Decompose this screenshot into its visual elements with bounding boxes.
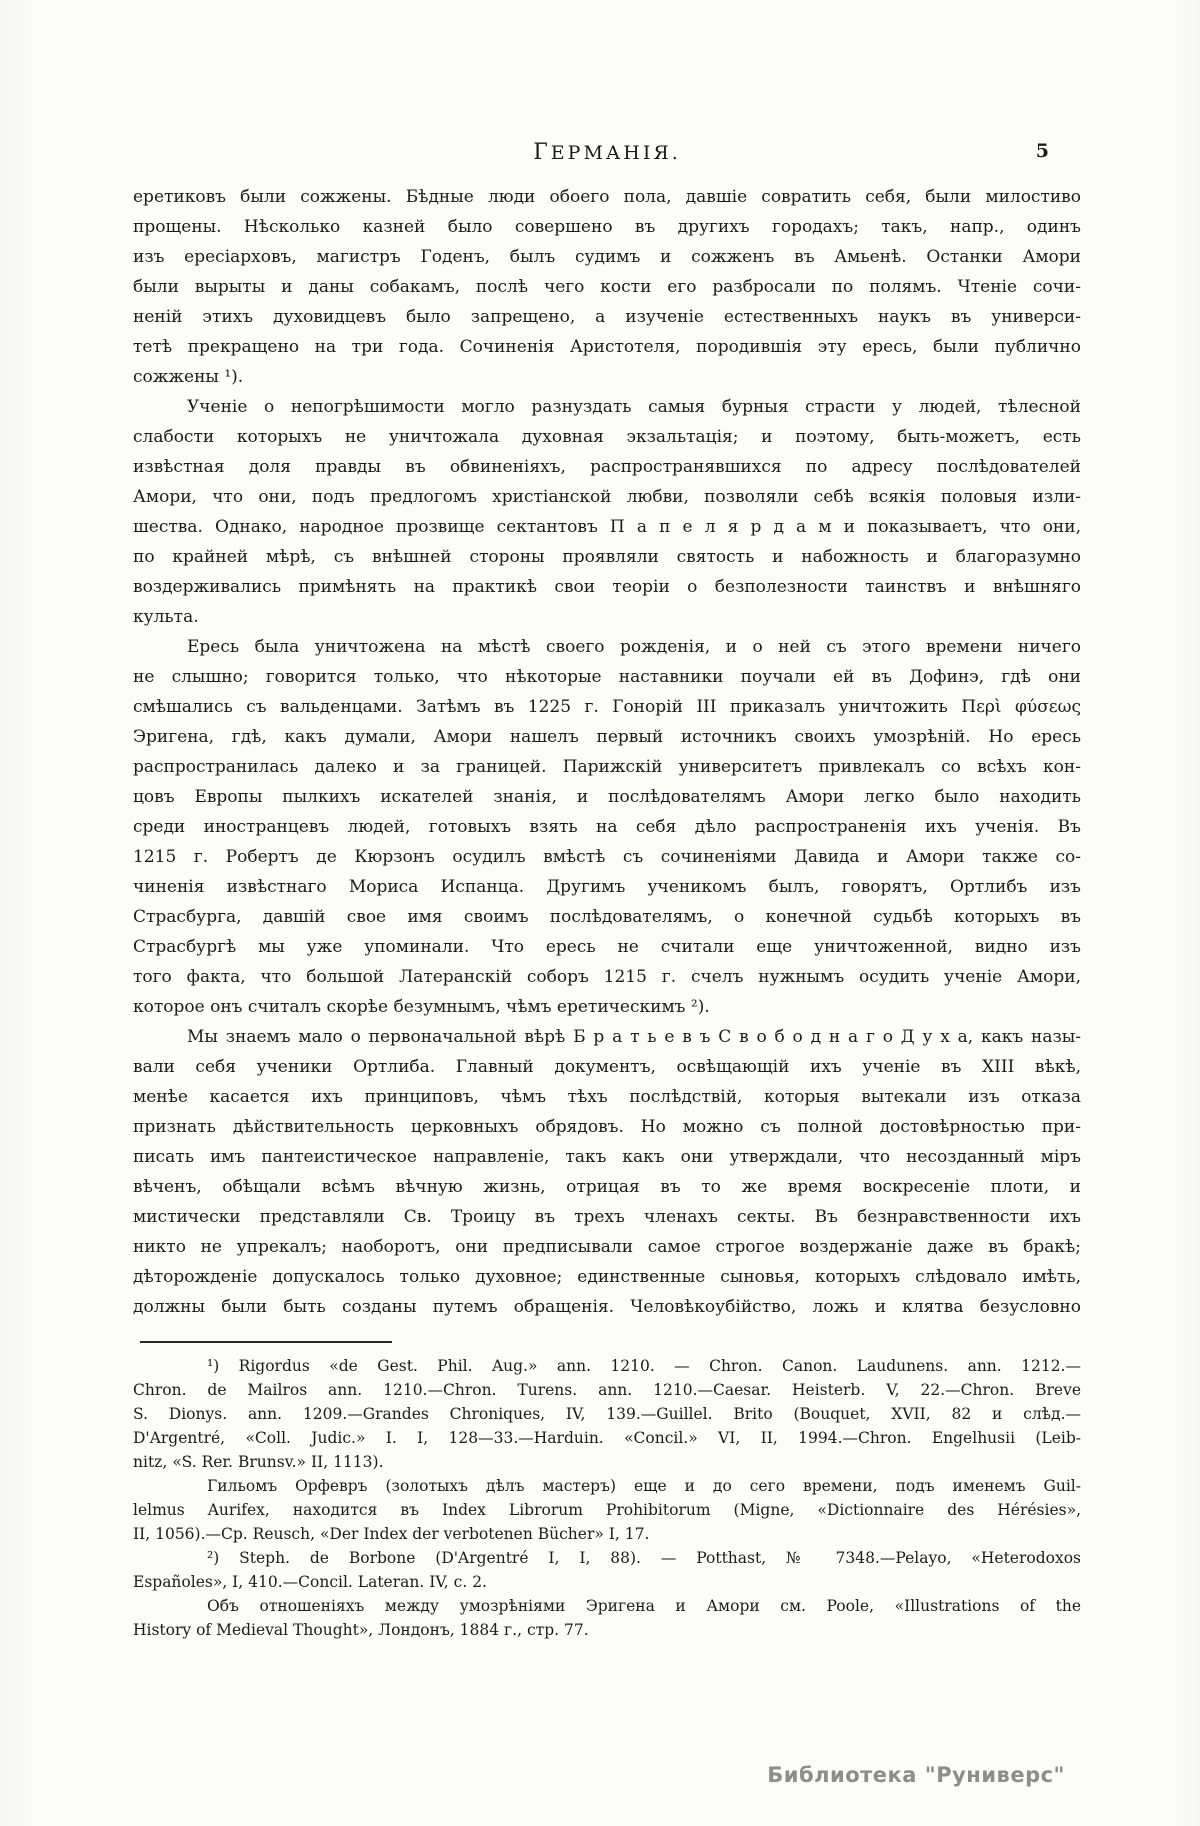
text-line: lelmus Aurifex, находится въ Index Librorum Prohibitorum (Migne, «Dictionnaire des Hérésies», (133, 1501, 1081, 1519)
text-line: Гильомъ Орфевръ (золотыхъ дѣлъ мастеръ) еще и до сего времени, подъ именемъ Guil- (207, 1477, 1081, 1495)
text-line: никто не упрекалъ; наоборотъ, они предписывали самое строгое воздержаніе даже въ бракѣ; (133, 1237, 1081, 1257)
text-line: среди иностранцевъ людей, готовыхъ взять на себя дѣло распространенія ихъ ученія. Въ (133, 817, 1081, 837)
text-line: вѣченъ, обѣщали всѣмъ вѣчную жизнь, отрицая въ то же время воскресеніе плоти, и (133, 1177, 1081, 1197)
text-line: неній этихъ духовидцевъ было запрещено, а изученіе естественныхъ наукъ въ универси- (133, 307, 1081, 327)
text-line: History of Medieval Thought», Лондонъ, 1884 г., стр. 77. (133, 1621, 589, 1639)
text-line: тетѣ прекращено на три года. Сочиненія Аристотеля, породившія эту ересь, были публично (133, 337, 1081, 357)
text-line: Объ отношеніяхъ между умозрѣніями Эригена и Амори см. Poole, «Illustrations of the (207, 1597, 1081, 1615)
text-line: еретиковъ были сожжены. Бѣдные люди обоего пола, давшіе совратить себя, были милостиво (133, 187, 1081, 207)
text-line: II, 1056).—Ср. Reusch, «Der Index der verbotenen Bücher» I, 17. (133, 1525, 650, 1543)
text-line: были вырыты и даны собакамъ, послѣ чего кости его разбросали по полямъ. Чтеніе сочи- (133, 277, 1081, 297)
paragraph (133, 182, 1081, 392)
paragraph (133, 1594, 1081, 1642)
text-line: того факта, что большой Латеранскій соборъ 1215 г. счелъ нужнымъ осудить ученіе Амори, (133, 967, 1081, 987)
text-line: Ересь была уничтожена на мѣстѣ своего рожденія, и о ней съ этого времени ничего (187, 637, 1081, 657)
text-line: Chron. de Mailros ann. 1210.—Chron. Turens. ann. 1210.—Caesar. Heisterb. V, 22.—Chron. Breve (133, 1381, 1081, 1399)
paragraph (133, 1354, 1081, 1474)
text-line: Эригена, гдѣ, какъ думали, Амори нашелъ первый источникъ своихъ умозрѣній. Но ересь (133, 727, 1081, 747)
chapter-title: ГЕРМАНІЯ. (533, 140, 681, 165)
paragraph (133, 1022, 1081, 1322)
text-line: которое онъ считалъ скорѣе безумнымъ, чѣмъ еретическимъ ²). (133, 997, 710, 1017)
paragraph (133, 392, 1081, 632)
text-line: Амори, что они, подъ предлогомъ христіанской любви, позволяли себѣ всякія половыя изли- (133, 487, 1081, 507)
text-line: шества. Однако, народное прозвище сектантовъ П а п е л я р д а м и показываетъ, что они, (133, 517, 1081, 537)
text-line: извѣстная доля правды въ обвиненіяхъ, распространявшихся по адресу послѣдователей (133, 457, 1081, 477)
running-head (133, 140, 1081, 166)
text-line: цовъ Европы пылкихъ искателей знанія, и послѣдователямъ Амори легко было находить (133, 787, 1081, 807)
footnotes-section (133, 1354, 1081, 1642)
text-line: культа. (133, 607, 199, 627)
text-line: менѣе касается ихъ принциповъ, чѣмъ тѣхъ послѣдствій, которыя вытекали изъ отказа (133, 1087, 1081, 1107)
paragraph (133, 1474, 1081, 1546)
text-line: прощены. Нѣсколько казней было совершено въ другихъ городахъ; такъ, напр., одинъ (133, 217, 1081, 237)
text-line: не слышно; говорится только, что нѣкоторые наставники поучали ей въ Дофинэ, гдѣ они (133, 667, 1081, 687)
text-line: слабости которыхъ не уничтожала духовная экзальтація; и поэтому, быть-можетъ, есть (133, 427, 1081, 447)
text-line: изъ ересіарховъ, магистръ Годенъ, былъ судимъ и сожженъ въ Амьенѣ. Останки Амори (133, 247, 1081, 267)
page-number: 5 (1035, 140, 1049, 162)
text-line: воздерживались примѣнять на практикѣ свои теоріи о безполезности таинствъ и внѣшняго (133, 577, 1081, 597)
library-watermark: Библиотека "Руниверс" (767, 1763, 1065, 1787)
text-line: Страсбургѣ мы уже упоминали. Что ересь не считали еще уничтоженной, видно изъ (133, 937, 1081, 957)
text-line: сожжены ¹). (133, 367, 244, 387)
text-line: Españoles», I, 410.—Concil. Lateran. IV, c. 2. (133, 1573, 487, 1591)
text-line: дѣторожденіе допускалось только духовное; единственные сыновья, которыхъ слѣдовало имѣть, (133, 1267, 1081, 1287)
text-line: мистически представляли Св. Троицу въ трехъ членахъ секты. Въ безнравственности ихъ (133, 1207, 1081, 1227)
text-line: распространилась далеко и за границей. Парижскій университетъ привлекалъ со всѣхъ кон- (133, 757, 1081, 777)
text-line: чиненія извѣстнаго Мориса Испанца. Другимъ ученикомъ былъ, говорятъ, Ортлибъ изъ (133, 877, 1081, 897)
paragraph (133, 632, 1081, 1022)
text-line: Мы знаемъ мало о первоначальной вѣрѣ Б р а т ь е в ъ С в о б о д н а г о Д у х а, какъ назы- (187, 1027, 1081, 1047)
text-line: Страсбурга, давшій свое имя своимъ послѣдователямъ, о конечной судьбѣ которыхъ въ (133, 907, 1081, 927)
footnote-separator-rule (140, 1341, 392, 1343)
text-line: вали себя ученики Ортлиба. Главный документъ, освѣщающій ихъ ученіе въ XIII вѣкѣ, (133, 1057, 1081, 1077)
text-line: по крайней мѣрѣ, съ внѣшней стороны проявляли святость и набожность и благоразумно (133, 547, 1081, 567)
text-line: должны были быть созданы путемъ обращенія. Человѣкоубійство, ложь и клятва безусловно (133, 1297, 1081, 1317)
text-line: смѣшались съ вальденцами. Затѣмъ въ 1225 г. Гонорій III приказалъ уничтожить Περὶ φύσεως (133, 697, 1081, 717)
text-line: 1215 г. Робертъ де Кюрзонъ осудилъ вмѣстѣ съ сочиненіями Давида и Амори также со- (133, 847, 1081, 867)
text-line: S. Dionys. ann. 1209.—Grandes Chroniques, IV, 139.—Guillel. Brito (Bouquet, XVII, 82 и слѣд.— (133, 1405, 1081, 1423)
text-line: признать дѣйствительность церковныхъ обрядовъ. Но можно съ полной достовѣрностью при- (133, 1117, 1081, 1137)
text-line: D'Argentré, «Coll. Judic.» I. I, 128—33.—Harduin. «Concil.» VI, II, 1994.—Chron. Engelhusii (Leib- (133, 1429, 1081, 1447)
text-line: Ученіе о непогрѣшимости могло разнуздать самыя бурныя страсти у людей, тѣлесной (187, 397, 1081, 417)
text-line: nitz, «S. Rer. Brunsv.» II, 1113). (133, 1453, 384, 1471)
text-line: ¹) Rigordus «de Gest. Phil. Aug.» ann. 1210. — Chron. Canon. Laudunens. ann. 1212.— (207, 1357, 1081, 1375)
body-text (133, 182, 1081, 1322)
text-line: ²) Steph. de Borbone (D'Argentré I, I, 88). — Potthast, № 7348.—Pelayo, «Heterodoxos (207, 1549, 1081, 1567)
paragraph (133, 1546, 1081, 1594)
text-line: писать имъ пантеистическое направленіе, такъ какъ они утверждали, что несозданный міръ (133, 1147, 1081, 1167)
